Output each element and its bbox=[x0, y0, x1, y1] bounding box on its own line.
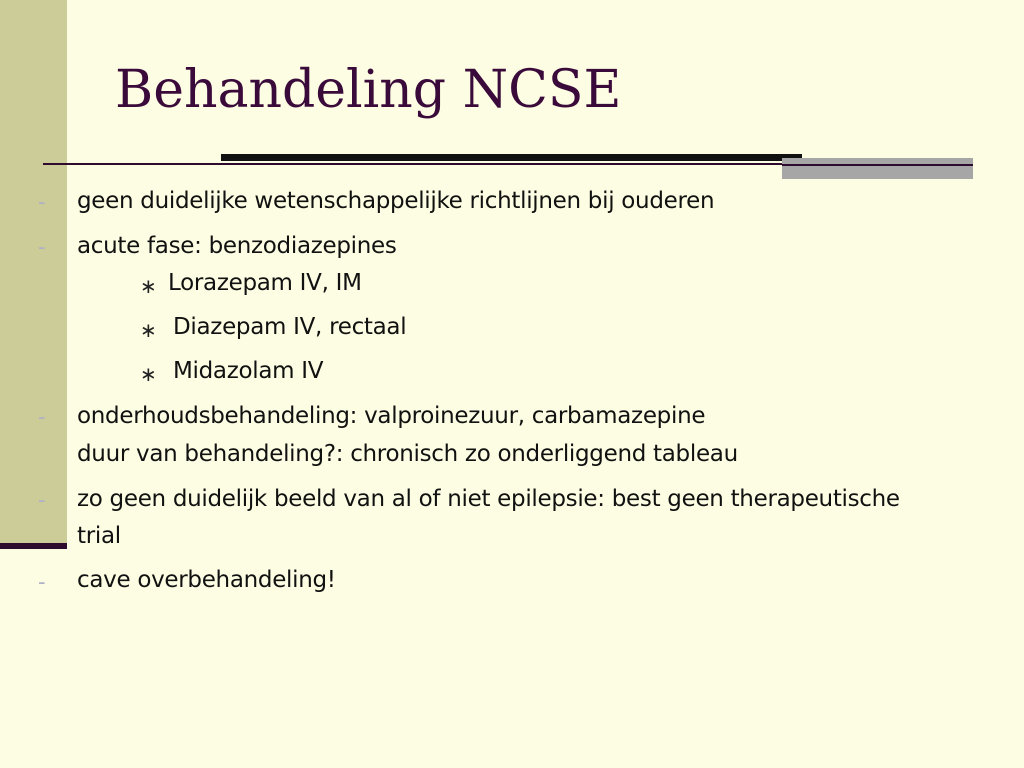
bullet-item-1: geen duidelijke wetenschappelijke richtlijnen bij ouderen bbox=[77, 188, 715, 214]
sub-item-3: Midazolam IV bbox=[173, 358, 324, 384]
sub-bullet-marker: ∗ bbox=[140, 362, 157, 386]
bullet-marker: - bbox=[38, 190, 46, 214]
bullet-item-4-continuation: trial bbox=[77, 523, 121, 549]
bullet-marker: - bbox=[38, 405, 46, 429]
bullet-marker: - bbox=[38, 235, 46, 259]
bullet-marker: - bbox=[38, 570, 46, 594]
bullet-item-2: acute fase: benzodiazepines bbox=[77, 233, 397, 259]
sub-item-1: Lorazepam IV, IM bbox=[168, 270, 362, 296]
bullet-marker: - bbox=[38, 488, 46, 512]
bullet-item-4: zo geen duidelijk beeld van al of niet epilepsie: best geen therapeutische bbox=[77, 486, 900, 512]
bullet-item-5: cave overbehandeling! bbox=[77, 567, 336, 593]
bullet-item-3: onderhoudsbehandeling: valproinezuur, carbamazepine bbox=[77, 403, 706, 429]
sub-bullet-marker: ∗ bbox=[140, 318, 157, 342]
slide-title: Behandeling NCSE bbox=[115, 60, 622, 120]
sub-item-2: Diazepam IV, rectaal bbox=[173, 314, 407, 340]
bullet-item-3-continuation: duur van behandeling?: chronisch zo onderliggend tableau bbox=[77, 441, 738, 467]
sub-bullet-marker: ∗ bbox=[140, 274, 157, 298]
